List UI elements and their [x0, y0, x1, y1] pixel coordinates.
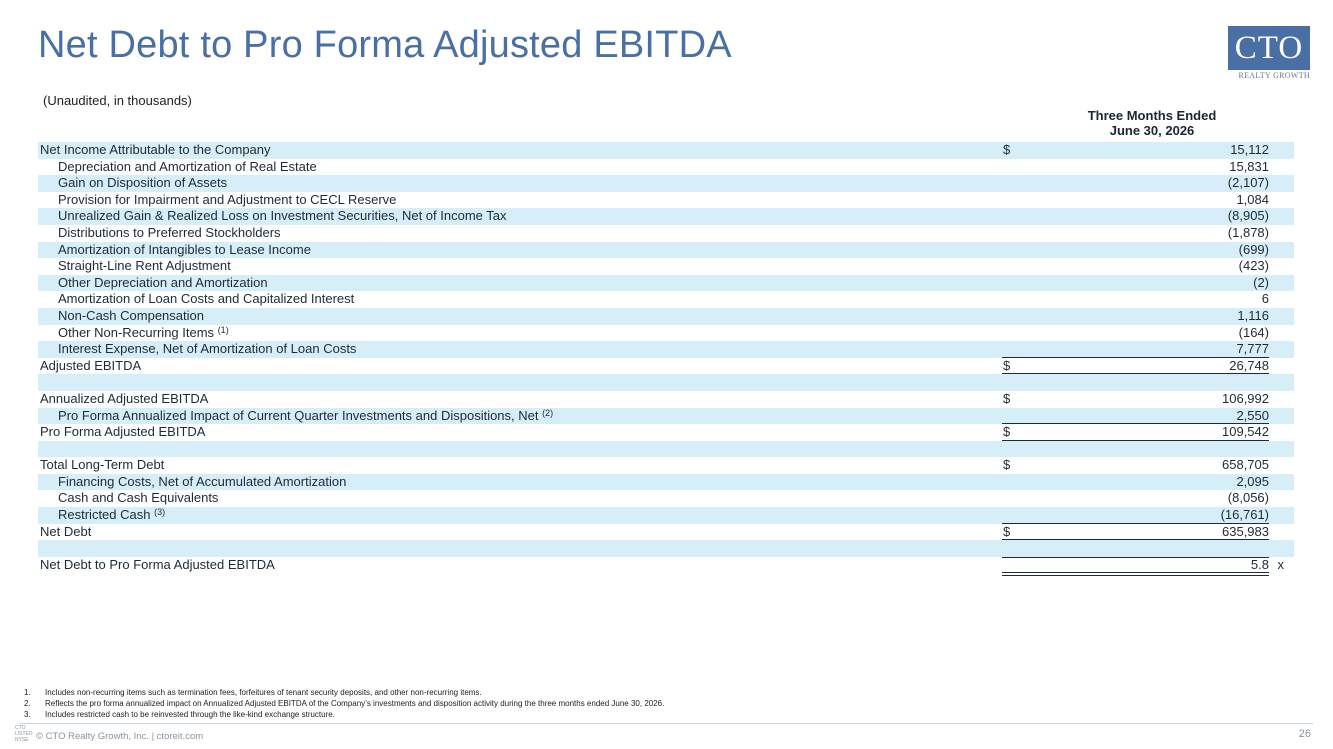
row-label — [58, 275, 268, 292]
currency-symbol: $ — [1003, 142, 1011, 157]
row-label-text: Financing Costs, Net of Accumulated Amortization — [58, 473, 347, 489]
value-suffix: x — [1277, 556, 1284, 572]
footnote-marker: (2) — [542, 407, 554, 418]
row-label-text: Cash and Cash Equivalents — [58, 490, 219, 506]
row-label — [58, 192, 396, 209]
table-row — [38, 208, 1294, 225]
row-label-text: Restricted Cash — [58, 507, 151, 523]
row-label-text: Distributions to Preferred Stockholders — [58, 224, 281, 240]
row-value: (164) — [1238, 324, 1269, 340]
row-label-text: Other Depreciation and Amortization — [58, 274, 268, 290]
row-label-text: Amortization of Loan Costs and Capitalized Interest — [58, 291, 355, 307]
table-row — [38, 159, 1294, 176]
footnote — [24, 709, 664, 720]
footnote-number: 2. — [24, 699, 31, 708]
row-label-text: Interest Expense, Net of Amortization of Loan Costs — [58, 341, 357, 357]
row-label — [58, 242, 311, 259]
footer-nyse-logo — [15, 725, 33, 743]
footnote-number: 3. — [24, 710, 31, 719]
row-value: 7,777 — [1236, 341, 1269, 357]
table-row — [38, 540, 1294, 557]
page-title: Net Debt to Pro Forma Adjusted EBITDA — [38, 24, 732, 66]
table-row — [38, 225, 1294, 242]
row-label-text: Pro Forma Annualized Impact of Current Quarter Investments and Dispositions, Net — [58, 407, 539, 423]
table-row — [38, 441, 1294, 458]
row-label-text: Non-Cash Compensation — [58, 307, 204, 323]
ratio-top-rule — [1002, 557, 1269, 558]
row-label — [40, 424, 205, 441]
table-subtitle: (Unaudited, in thousands) — [43, 93, 192, 108]
row-value: 6 — [1261, 291, 1269, 307]
footer-logo-line: NYSE — [15, 737, 29, 743]
row-label — [58, 308, 204, 325]
row-label — [58, 291, 354, 308]
table-row — [38, 524, 1294, 541]
row-label — [58, 325, 229, 342]
row-label — [40, 557, 275, 574]
row-value: 2,095 — [1236, 473, 1269, 489]
row-value: (699) — [1238, 241, 1269, 257]
currency-symbol: $ — [1003, 390, 1011, 406]
currency-symbol: $ — [1003, 357, 1011, 373]
row-label — [58, 225, 281, 242]
row-label-text: Gain on Disposition of Assets — [58, 175, 228, 191]
row-label — [58, 258, 231, 275]
table-row — [38, 507, 1294, 524]
table-row — [38, 325, 1294, 342]
footnote-text: Includes restricted cash to be reinvested through the like-kind exchange structure. — [45, 710, 335, 719]
row-label — [58, 507, 165, 524]
row-value: 15,112 — [1230, 142, 1269, 157]
column-header — [1048, 108, 1256, 138]
row-label-text: Amortization of Intangibles to Lease Income — [58, 241, 311, 257]
footnote-marker: (3) — [154, 507, 166, 518]
footer-logo-line: CTO — [15, 725, 26, 731]
row-label — [58, 159, 317, 176]
row-value: (1,878) — [1227, 224, 1269, 240]
row-value: 1,116 — [1237, 307, 1269, 323]
footnote-marker: (1) — [217, 324, 229, 335]
row-label-text: Net Debt to Pro Forma Adjusted EBITDA — [40, 556, 275, 572]
table-row — [38, 308, 1294, 325]
row-label — [58, 408, 553, 425]
row-label — [58, 341, 356, 358]
table-row — [38, 142, 1294, 159]
table-row — [38, 358, 1294, 375]
currency-symbol: $ — [1003, 457, 1011, 473]
row-label-text: Other Non-Recurring Items — [58, 324, 215, 340]
row-value: 26,748 — [1229, 357, 1269, 373]
footnote — [24, 698, 664, 709]
row-label — [40, 142, 271, 159]
table-row — [38, 374, 1294, 391]
row-label — [40, 457, 164, 474]
row-value: (2) — [1253, 274, 1269, 290]
footnote-text: Includes non-recurring items such as termination fees, forfeitures of tenant security deposits, and other non-recurring items. — [45, 688, 482, 697]
row-label — [58, 175, 227, 192]
table-row — [38, 175, 1294, 192]
table-row — [38, 457, 1294, 474]
footnote-text: Reflects the pro forma annualized impact on Annualized Adjusted EBITDA of the Company’s investments and disposition activity during the three months ended June 30, 2026. — [45, 699, 665, 708]
table-row — [38, 291, 1294, 308]
row-label-text: Annualized Adjusted EBITDA — [40, 390, 209, 406]
row-label-text: Provision for Impairment and Adjustment to CECL Reserve — [58, 191, 397, 207]
row-value: 15,831 — [1229, 158, 1269, 174]
table-row — [38, 242, 1294, 259]
column-header-line1: Three Months Ended — [1087, 108, 1217, 123]
row-label — [40, 524, 91, 541]
row-label — [40, 391, 208, 408]
currency-symbol: $ — [1003, 424, 1011, 440]
row-label — [58, 208, 506, 225]
row-value: 635,983 — [1222, 523, 1269, 539]
row-value: (8,905) — [1227, 208, 1269, 224]
row-label-text: Total Long-Term Debt — [40, 457, 165, 473]
row-label-text: Net Income Attributable to the Company — [40, 142, 271, 157]
row-value: (16,761) — [1220, 507, 1269, 523]
table-row — [38, 557, 1294, 574]
company-logo — [1228, 26, 1314, 80]
row-value: 2,550 — [1236, 407, 1269, 423]
table-row — [38, 474, 1294, 491]
footer-logo-line: LISTED — [15, 731, 33, 737]
table-row — [38, 408, 1294, 425]
page-number: 26 — [1298, 728, 1311, 740]
table-row — [38, 341, 1294, 358]
row-value: 658,705 — [1222, 457, 1269, 473]
table-row — [38, 424, 1294, 441]
row-label — [58, 474, 346, 491]
footer-copyright: © CTO Realty Growth, Inc. | ctoreit.com — [36, 731, 204, 742]
table-row — [38, 192, 1294, 209]
row-label-text: Straight-Line Rent Adjustment — [58, 258, 231, 274]
footer-divider — [20, 723, 1313, 724]
column-header-line2: June 30, 2026 — [1109, 123, 1195, 138]
table-row — [38, 258, 1294, 275]
currency-symbol: $ — [1003, 523, 1011, 539]
logo-mark: CTO — [1228, 26, 1310, 70]
row-value: 1,084 — [1236, 191, 1269, 207]
row-label-text: Unrealized Gain & Realized Loss on Investment Securities, Net of Income Tax — [58, 208, 507, 224]
row-value: 106,992 — [1222, 390, 1269, 406]
row-value: 5.8 — [1250, 556, 1269, 572]
row-label-text: Pro Forma Adjusted EBITDA — [40, 424, 206, 440]
row-label-text: Net Debt — [40, 523, 92, 539]
table-row — [38, 490, 1294, 507]
reconciliation-table — [38, 142, 1294, 573]
row-value: (423) — [1238, 258, 1269, 274]
row-value: (8,056) — [1227, 490, 1269, 506]
row-value: 109,542 — [1222, 424, 1269, 440]
logo-subtext: REALTY GROWTH — [1238, 71, 1310, 80]
footnote-number: 1. — [24, 688, 31, 697]
footnote — [24, 687, 664, 698]
total-double-rule — [1002, 572, 1269, 576]
row-label-text: Depreciation and Amortization of Real Estate — [58, 158, 317, 174]
row-value: (2,107) — [1227, 175, 1269, 191]
row-label-text: Adjusted EBITDA — [40, 357, 142, 373]
row-label — [58, 490, 218, 507]
table-row — [38, 275, 1294, 292]
table-row — [38, 391, 1294, 408]
footnotes — [24, 687, 664, 720]
row-label — [40, 358, 141, 375]
